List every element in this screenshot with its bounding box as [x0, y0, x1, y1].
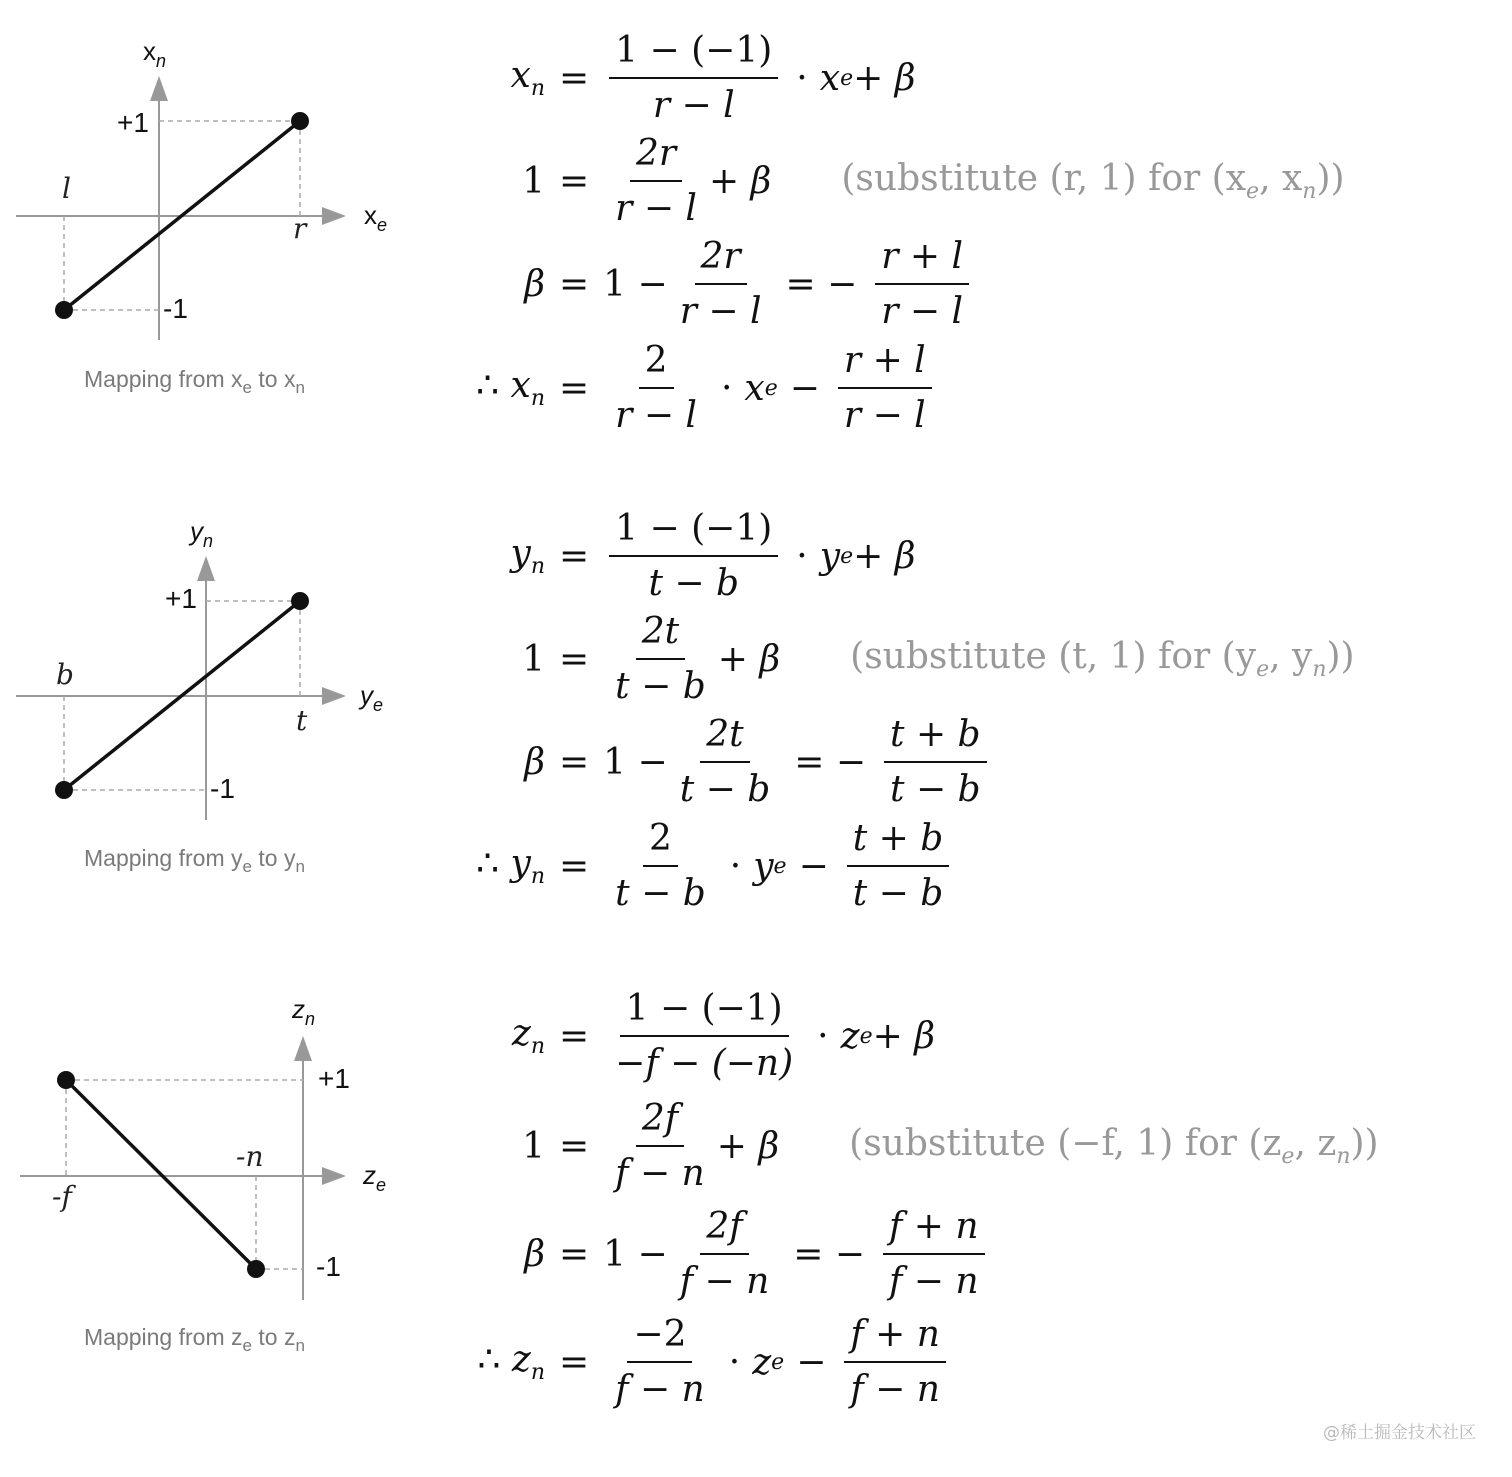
- left-limit-label: -f: [52, 1180, 72, 1213]
- equation-1: $y_n$ = $\frac{1 - (-1)}{t - b}$ · y e + β: [510, 508, 916, 604]
- minus-one-label: -1: [210, 773, 235, 804]
- arrow-right-icon: [322, 687, 346, 705]
- graph-y-svg: [0, 500, 420, 840]
- substitution-note: (substitute (r, 1) for ($x_e$, $x_n$)): [841, 158, 1345, 204]
- end-point: [55, 781, 73, 799]
- arrow-up-icon: [197, 556, 215, 581]
- fraction: $\frac{1 - (-1)}{r - l}$: [609, 30, 778, 126]
- fraction: $\frac{t + b}{t - b}$: [847, 818, 950, 914]
- fraction: $\frac{r + l}{r - l}$: [838, 340, 932, 436]
- right-limit-label: r: [293, 212, 307, 245]
- graph-z-svg: [0, 980, 420, 1320]
- watermark: @稀土掘金技术社区: [1323, 1423, 1476, 1443]
- equation-4: ∴ $z_n$ = $\frac{-2}{f - n}$ · z e − $\frac{f + n}{f - n}$: [405, 1312, 952, 1412]
- fraction: $\frac{2t}{t - b}$: [679, 714, 771, 810]
- plus-one-label: +1: [318, 1063, 350, 1094]
- graph-x-svg: [0, 20, 420, 360]
- substitution-note: (substitute (−f, 1) for ($z_e$, $z_n$)): [849, 1123, 1379, 1169]
- substitution-note: (substitute (t, 1) for ($y_e$, $y_n$)): [850, 636, 1355, 682]
- minus-one-label: -1: [163, 293, 188, 324]
- arrow-up-icon: [294, 1036, 312, 1061]
- vertical-axis-label: $y_n$: [190, 516, 214, 551]
- horizontal-axis-label: $y_e$: [360, 680, 384, 715]
- fraction: $\frac{f + n}{f - n}$: [844, 1314, 946, 1410]
- arrow-right-icon: [322, 207, 346, 225]
- right-limit-label: t: [296, 704, 308, 737]
- minus-one-label: -1: [316, 1251, 341, 1282]
- equation-1: $x_n$ = $\frac{1 - (-1)}{r - l}$ · x e + β: [510, 30, 916, 126]
- equation-3: β = 1 − $\frac{2f}{f - n}$ = − $\frac{f + n}{f - n}$: [405, 1204, 991, 1304]
- fraction: $\frac{t + b}{t - b}$: [884, 714, 987, 810]
- end-point: [291, 592, 309, 610]
- caption-z: Mapping from $z_e$ to $z_n$: [84, 1324, 305, 1355]
- equation-4: ∴ $x_n$ = $\frac{2}{r - l}$ · x e − $\frac{r + l}{r - l}$: [405, 338, 938, 438]
- plus-one-label: +1: [117, 107, 149, 138]
- equation-3: β = 1 − $\frac{2t}{t - b}$ = − $\frac{t + b}{t - b}$: [405, 712, 993, 812]
- right-limit-label: -n: [236, 1140, 264, 1173]
- fraction: $\frac{2r}{r - l}$: [679, 236, 762, 332]
- end-point: [57, 1071, 75, 1089]
- end-point: [247, 1260, 265, 1278]
- caption-y: Mapping from $y_e$ to $y_n$: [84, 845, 305, 876]
- fraction: $\frac{2}{t - b}$: [615, 818, 706, 914]
- left-limit-label: b: [56, 658, 74, 691]
- fraction: $\frac{2r}{r - l}$: [615, 133, 697, 229]
- fraction: $\frac{2f}{f - n}$: [679, 1206, 770, 1302]
- fraction: $\frac{f + n}{f - n}$: [883, 1206, 985, 1302]
- arrow-up-icon: [150, 76, 168, 101]
- equation-2: 1 = $\frac{2f}{f - n}$ + β (substitute (−f, 1) for ($z_e$, $z_n$)): [522, 1098, 1379, 1194]
- equation-1: $z_n$ = $\frac{1 - (-1)}{-f - (-n)}$ · z e + β: [511, 988, 936, 1084]
- fraction: $\frac{1 - (-1)}{t - b}$: [609, 508, 778, 604]
- vertical-axis-label: $x_n$: [143, 36, 167, 71]
- horizontal-axis-label: $x_e$: [364, 200, 388, 235]
- left-limit-label: l: [62, 172, 71, 205]
- end-point: [55, 301, 73, 319]
- equation-3: β = 1 − $\frac{2r}{r - l}$ = − $\frac{r + l}{r - l}$: [405, 234, 975, 334]
- end-point: [291, 112, 309, 130]
- fraction: $\frac{r + l}{r - l}$: [875, 236, 969, 332]
- vertical-axis-label: $z_n$: [292, 994, 316, 1029]
- fraction: $\frac{-2}{f - n}$: [615, 1314, 705, 1410]
- equation-4: ∴ $y_n$ = $\frac{2}{t - b}$ · y e − $\frac{t + b}{t - b}$: [405, 816, 955, 916]
- fraction: $\frac{2}{r - l}$: [615, 340, 697, 436]
- equation-2: 1 = $\frac{2r}{r - l}$ + β (substitute (r, 1) for ($x_e$, $x_n$)): [522, 133, 1345, 229]
- fraction: $\frac{1 - (-1)}{-f - (-n)}$: [615, 988, 794, 1084]
- fraction: $\frac{2f}{f - n}$: [615, 1098, 705, 1194]
- fraction: $\frac{2t}{t - b}$: [615, 611, 706, 707]
- plus-one-label: +1: [165, 583, 197, 614]
- mapping-line: [66, 1080, 256, 1269]
- arrow-right-icon: [322, 1167, 346, 1185]
- equation-2: 1 = $\frac{2t}{t - b}$ + β (substitute (t, 1) for ($y_e$, $y_n$)): [522, 611, 1355, 707]
- horizontal-axis-label: $z_e$: [363, 1160, 387, 1195]
- caption-x: Mapping from $x_e$ to $x_n$: [84, 366, 305, 397]
